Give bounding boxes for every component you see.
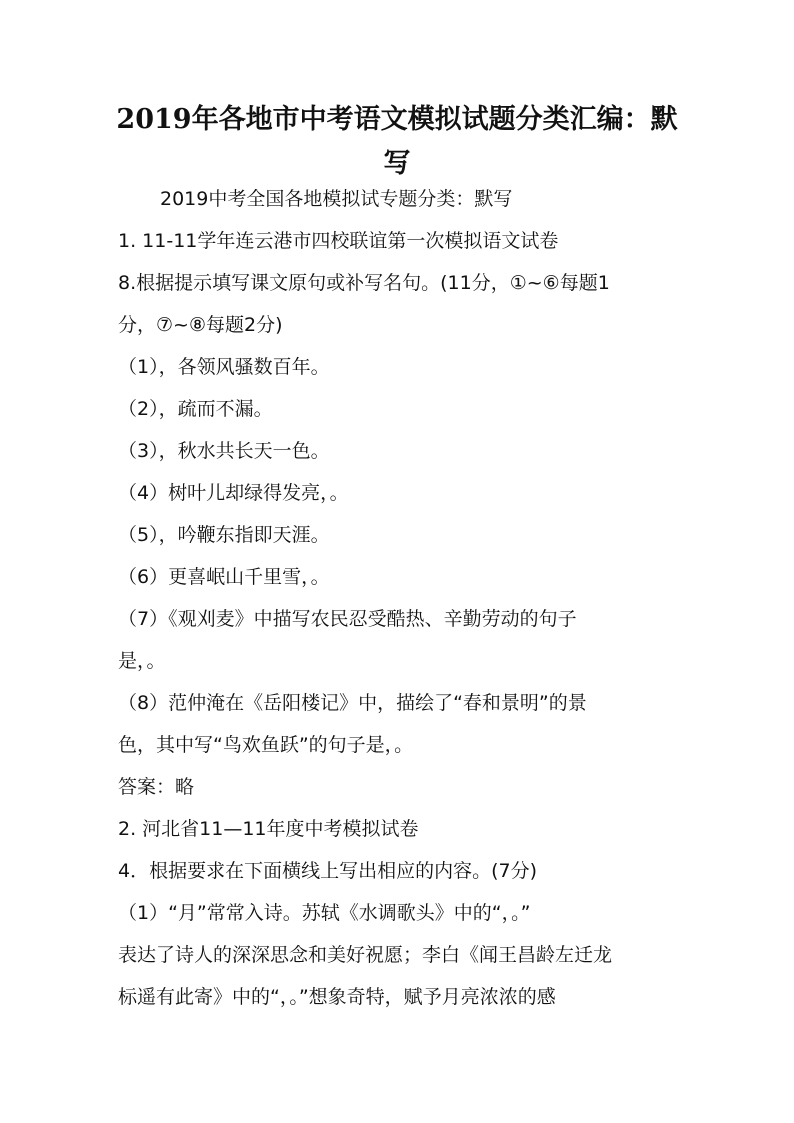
answer-line: 答案：略 [118, 776, 195, 798]
question-4-item-1: （1）“月”常常入诗。苏轼《水调歌头》中的“，。” [118, 902, 531, 924]
section-1-heading: 1. 11-11学年连云港市四校联谊第一次模拟语文试卷 [118, 230, 559, 252]
question-4-item-1-cont: 表达了诗人的深深思念和美好祝愿；李白《闻王昌龄左迁龙 [118, 944, 613, 966]
document-subtitle: 2019中考全国各地模拟试专题分类：默写 [160, 188, 513, 210]
question-4-item-1-cont-2: 标遥有此寄》中的“，。”想象奇特，赋予月亮浓浓的感 [118, 986, 556, 1008]
question-item-8-cont: 色，其中写“鸟欢鱼跃”的句子是，。 [118, 734, 414, 756]
document-title-line-1: 2019年各地市中考语文模拟试题分类汇编：默 [116, 104, 678, 135]
question-8-prompt: 8.根据提示填写课文原句或补写名句。(11分，①~⑥每题1 [118, 272, 610, 294]
section-2-heading: 2. 河北省11—11年度中考模拟试卷 [118, 818, 419, 840]
document-title [110, 98, 684, 186]
question-item-7: （7）《观刈麦》中描写农民忍受酷热、辛勤劳动的句子 [118, 608, 577, 630]
question-4-prompt: 4．根据要求在下面横线上写出相应的内容。(7分) [118, 860, 538, 882]
question-8-prompt-cont: 分，⑦~⑧每题2分) [118, 314, 283, 336]
question-item-8: （8）范仲淹在《岳阳楼记》中，描绘了“春和景明”的景 [118, 692, 587, 714]
question-item-2: （2），疏而不漏。 [118, 398, 273, 420]
document-title-line-2: 写 [383, 148, 411, 179]
question-item-3: （3），秋水共长天一色。 [118, 440, 330, 462]
question-item-4: （4）树叶儿却绿得发亮，。 [118, 482, 349, 504]
question-item-1: （1），各领风骚数百年。 [118, 356, 330, 378]
question-item-6: （6）更喜岷山千里雪，。 [118, 566, 330, 588]
question-item-7-cont: 是，。 [118, 650, 166, 672]
question-item-5: （5），吟鞭东指即天涯。 [118, 524, 330, 546]
